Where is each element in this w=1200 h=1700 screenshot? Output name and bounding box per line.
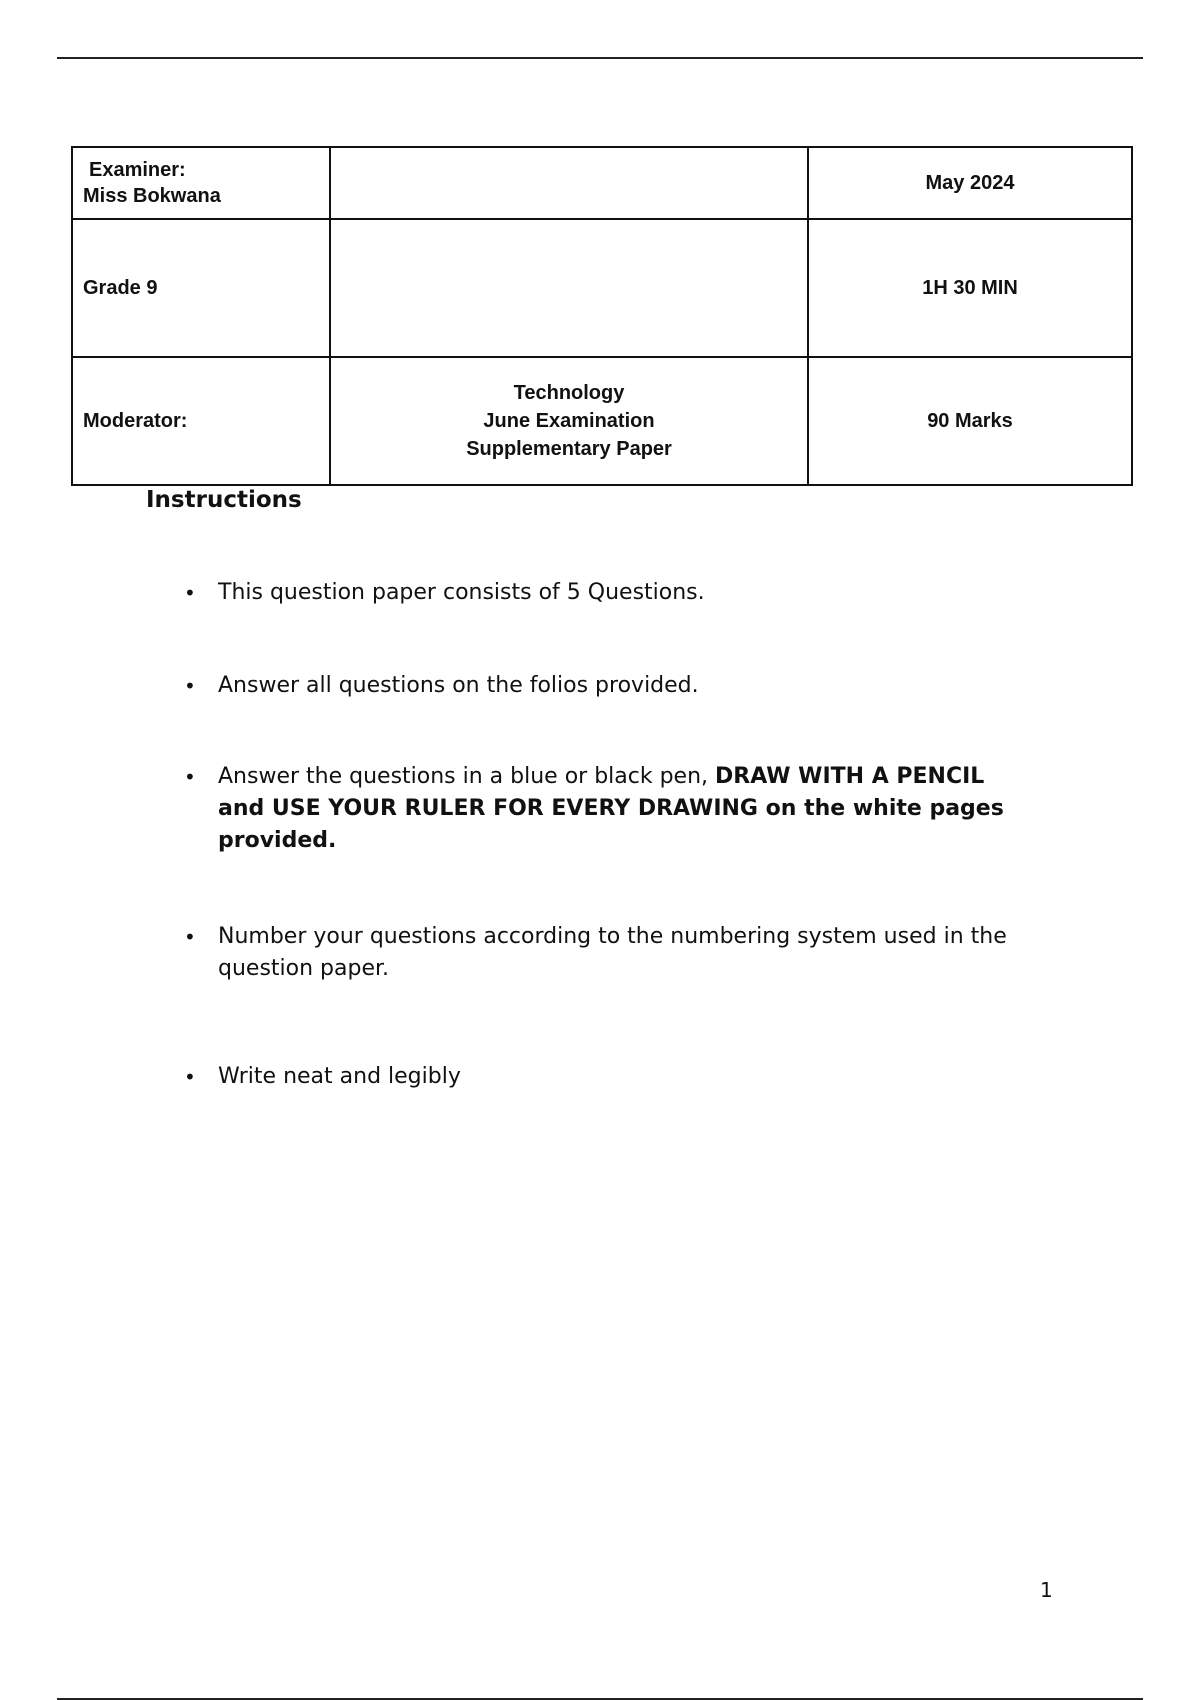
blank-cell-top [330,147,808,219]
duration-cell [808,219,1132,357]
list-item [184,577,1058,609]
instruction-text: Number your questions according to the numbering system used in the question paper. [218,924,1007,981]
header-row-grade [72,219,1132,357]
exam-date: May 2024 [925,171,1015,194]
examiner-name: Miss Bokwana [83,185,221,207]
examiner-cell [72,147,330,219]
examiner-label: Examiner: [89,159,186,181]
exam-session: June Examination [483,410,655,432]
bullet-icon: • [184,925,196,949]
bullet-icon: • [184,765,196,789]
grade-cell [72,219,330,357]
instruction-text: Answer all questions on the folios provided. [218,673,699,698]
instruction-text: This question paper consists of 5 Questions. [218,580,705,605]
marks-cell [808,357,1132,485]
moderator-cell [72,357,330,485]
exam-duration: 1H 30 MIN [922,276,1018,299]
subject-name: Technology [513,382,625,404]
header-row-moderator [72,357,1132,485]
moderator-label: Moderator: [83,409,188,432]
top-rule [57,57,1143,59]
page-number: 1 [1040,1578,1053,1602]
blank-cell-middle [330,219,808,357]
bullet-icon: • [184,581,196,605]
grade-label: Grade 9 [83,276,158,299]
list-item [184,1061,1058,1093]
bullet-icon: • [184,1065,196,1089]
instruction-text: Answer the questions in a blue or black pen, [218,764,716,789]
total-marks: 90 Marks [927,409,1013,432]
instructions-heading: Instructions [146,487,302,513]
instruction-text: Write neat and legibly [218,1064,461,1089]
paper-type: Supplementary Paper [466,438,672,460]
exam-header-table [71,146,1133,486]
list-item [184,670,1058,702]
header-row-examiner [72,147,1132,219]
list-item [184,761,1028,857]
subject-cell [330,357,808,485]
instruction-emphasis: DRAW WITH A PENCIL and USE YOUR RULER FOR EVERY DRAWING on the white pages provided. [218,764,1004,853]
list-item [184,921,1058,985]
bullet-icon: • [184,674,196,698]
date-cell [808,147,1132,219]
